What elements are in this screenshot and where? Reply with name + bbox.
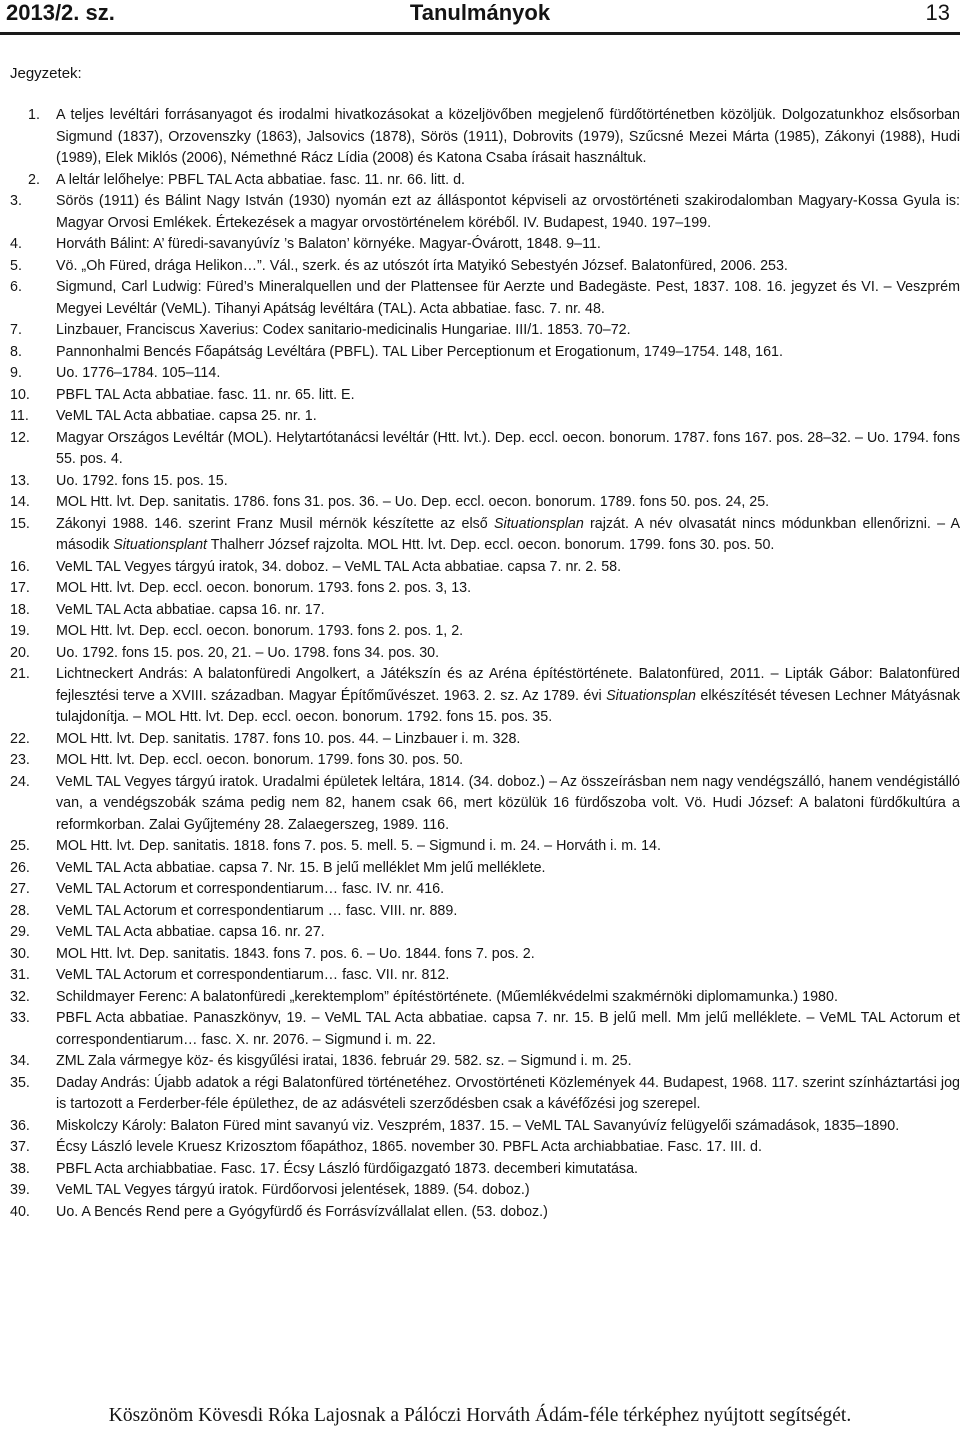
footnote-text: VeML TAL Acta abbatiae. capsa 25. nr. 1. <box>56 408 317 424</box>
footnote-number: 40. <box>10 1203 30 1220</box>
footnote <box>10 1137 960 1159</box>
footnote <box>10 492 960 514</box>
footnote-number: 35. <box>10 1074 30 1091</box>
footnote-text: Écsy László levele Kruesz Krizosztom főapáthoz, 1865. november 30. PBFL Acta archiabbatiae. Fasc. 17. III. d. <box>56 1139 762 1155</box>
footnote-number: 28. <box>10 902 30 919</box>
italic-term: Situationsplant <box>113 537 208 553</box>
footnote-number: 5. <box>10 257 22 274</box>
footnote-number: 16. <box>10 558 30 575</box>
footnote-number: 21. <box>10 666 30 682</box>
footnote-text: MOL Htt. lvt. Dep. sanitatis. 1843. fons 7. pos. 6. – Uo. 1844. fons 7. pos. 2. <box>56 945 535 962</box>
footnote-number: 14. <box>10 494 30 510</box>
footnote-text: VeML TAL Acta abbatiae. capsa 7. Nr. 15. B jelű melléklet Mm jelű melléklete. <box>56 859 546 876</box>
footnote <box>10 944 960 966</box>
footnote-text: ZML Zala vármegye köz- és kisgyűlési iratai, 1836. február 29. 582. sz. – Sigmund i. m. 25. <box>56 1053 632 1069</box>
footnote <box>10 406 960 428</box>
footnote-text: VeML TAL Vegyes tárgyú iratok, 34. doboz. – VeML TAL Acta abbatiae. capsa 7. nr. 2. 58. <box>56 558 622 575</box>
footnote <box>10 858 960 880</box>
footnote <box>10 600 960 622</box>
footnote <box>10 901 960 923</box>
footnote-text-part: Thalherr József rajzolta. MOL Htt. lvt. Dep. eccl. oecon. bonorum. 1799. fons 30. pos. 50. <box>207 537 775 553</box>
footnote-text <box>56 516 960 554</box>
footnote-number: 39. <box>10 1182 30 1198</box>
footnote-number: 12. <box>10 429 30 446</box>
footnote-text: MOL Htt. lvt. Dep. eccl. oecon. bonorum. 1793. fons 2. pos. 3, 13. <box>56 580 472 596</box>
footnote-text: MOL Htt. lvt. Dep. eccl. oecon. bonorum. 1793. fons 2. pos. 1, 2. <box>56 623 464 639</box>
footnote-number: 9. <box>10 365 22 381</box>
footnote <box>10 1073 960 1116</box>
footnote <box>10 256 960 278</box>
footnote-text: VeML TAL Acta abbatiae. capsa 16. nr. 27. <box>56 924 325 940</box>
footnote-number: 6. <box>10 279 22 295</box>
footnote <box>10 1116 960 1138</box>
footnote-text: VeML TAL Vegyes tárgyú iratok. Uradalmi épületek leltára, 1814. (34. doboz.) – Az összeírásban nem nagy vendégszálló, hanem vendégistálló van, a vendégszobák száma pedig nem 82, hanem csak 66, mert közülük 16 fürdőszoba volt. Vö. Hudi József: A balatoni fürdőkultúra a reformkorban. Zalai Gyűjtemény 28. Zalaegerszeg, 1989. 116. <box>56 773 960 833</box>
footnote-text: Sigmund, Carl Ludwig: Füred’s Mineralquellen und der Plattensee für Aerzte und Badegäste. Pest, 1837. 108. 16. jegyzet és VI. – Veszprém Megyei Levéltár (VeML). Tihanyi Apátság levéltára (TAL). Acta abbatiae. fasc. 7. nr. 48. <box>56 279 960 317</box>
footnote-number: 37. <box>10 1139 30 1155</box>
footnote-text: VeML TAL Acta abbatiae. capsa 16. nr. 17. <box>56 601 325 618</box>
footnote <box>10 385 960 407</box>
footnote-text: VeML TAL Actorum et correspondentiarum … fasc. VIII. nr. 889. <box>56 902 458 919</box>
footnote-text: Vö. „Oh Füred, drága Helikon…”. Vál., szerk. és az utószót írta Matyikó Sebestyén József. Balatonfüred, 2006. 253. <box>56 257 788 274</box>
footnote-number: 36. <box>10 1117 30 1134</box>
footnote-number: 26. <box>10 859 30 876</box>
footnote-number: 8. <box>10 343 22 360</box>
footnote-text: PBFL Acta archiabbatiae. Fasc. 17. Écsy László fürdőigazgató 1873. decemberi kimutatása. <box>56 1160 638 1177</box>
header-rule <box>0 32 960 35</box>
footnote-text-part: Zákonyi 1988. 146. szerint Franz Musil mérnök készítette az első <box>56 515 494 532</box>
footnote-number: 31. <box>10 967 30 983</box>
footnote-text: VeML TAL Actorum et correspondentiarum… fasc. VII. nr. 812. <box>56 967 450 983</box>
footnote-number: 29. <box>10 924 30 940</box>
footnote <box>10 277 960 320</box>
footnote <box>10 471 960 493</box>
footnote <box>10 922 960 944</box>
footnote-number: 33. <box>10 1010 30 1026</box>
footnote-text: Linzbauer, Franciscus Xaverius: Codex sanitario-medicinalis Hungariae. III/1. 1853. 70–72. <box>56 322 631 338</box>
footnote-number: 22. <box>10 730 30 747</box>
footnote-number: 7. <box>10 322 22 338</box>
notes-list <box>10 105 960 1223</box>
footnote <box>10 170 960 192</box>
footnote-number: 19. <box>10 623 30 639</box>
footnote-text: A leltár lelőhelye: PBFL TAL Acta abbatiae. fasc. 11. nr. 66. litt. d. <box>56 171 466 188</box>
footnote <box>10 557 960 579</box>
footnote-text: Daday András: Újabb adatok a régi Balatonfüred történetéhez. Orvostörténeti Közlemények 44. Budapest, 1968. 117. szerint színháztartási jog is tartozott a Ferderber-féle épülethez, de az adásvételi szerződésben csak a kávéfőzési jog szerepel. <box>56 1074 960 1112</box>
footnote-text-part: Lichtneckert András: A balatonfüredi Angolkert, a Játékszín és az Aréna építéstörténete. Balatonfüred, 2011. – Lipták Gábor: Balatonfüred fejlesztési terve a XVIII. században. Magyar Építőművészet. 1963. 2. sz. Az 1789. évi <box>56 666 960 704</box>
footnote-text: Horváth Bálint: A’ füredi-savanyúvíz ’s Balaton’ környéke. Magyar-Óvárott, 1848. 9–11. <box>56 236 601 252</box>
footnote-text: Pannonhalmi Bencés Főapátság Levéltára (PBFL). TAL Liber Perceptionum et Erogationum, 1749–1754. 148, 161. <box>56 343 783 360</box>
footnote-number: 24. <box>10 773 30 790</box>
footnote-text: VeML TAL Vegyes tárgyú iratok. Fürdőorvosi jelentések, 1889. (54. doboz.) <box>56 1182 530 1198</box>
footnote-text: Miskolczy Károly: Balaton Füred mint savanyú viz. Veszprém, 1837. 15. – VeML TAL Savanyúvíz felügyelői számadások, 1835–1890. <box>56 1117 900 1134</box>
footnote-text: Uo. 1792. fons 15. pos. 20, 21. – Uo. 1798. fons 34. pos. 30. <box>56 644 440 661</box>
footnote <box>10 750 960 772</box>
footnote-text: Uo. 1776–1784. 105–114. <box>56 365 221 381</box>
footnote-number: 23. <box>10 752 30 768</box>
footnote-text: A teljes levéltári forrásanyagot és irodalmi hivatkozásokat a közeljövőben megjelenő fürdőtörténetben közöljük. Dolgozatunkhoz elsősorban Sigmund (1837), Orzovenszky (1863), Jalsovics (1878), Sörös (1911), Dobrovits (1979), Szűcsné Mezei Márta (1985), Zákonyi (1988), Hudi (1989), Elek Miklós (2006), Némethné Rácz Lídia (2008) és Katona Csaba írásait használtuk. <box>56 107 960 166</box>
footnote <box>10 965 960 987</box>
footnote <box>10 1159 960 1181</box>
footnote-number: 1. <box>28 107 40 123</box>
footnote <box>10 191 960 234</box>
footnote-text: Uo. A Bencés Rend pere a Gyógyfürdő és Forrásvízvállalat ellen. (53. doboz.) <box>56 1203 548 1220</box>
footnote-number: 38. <box>10 1160 30 1177</box>
footnote-number: 3. <box>10 193 22 209</box>
footnote-number: 25. <box>10 838 30 854</box>
footnote-text: MOL Htt. lvt. Dep. sanitatis. 1786. fons 31. pos. 36. – Uo. Dep. eccl. oecon. bonorum. 1789. fons 50. pos. 24, 25. <box>56 494 770 510</box>
footnote-number: 17. <box>10 580 30 596</box>
footnote-text: VeML TAL Actorum et correspondentiarum… fasc. IV. nr. 416. <box>56 881 445 897</box>
footnote <box>10 664 960 729</box>
footnote-number: 13. <box>10 472 30 489</box>
footnote <box>10 729 960 751</box>
notes-heading: Jegyzetek: <box>10 65 82 82</box>
footnote-text: Uo. 1792. fons 15. pos. 15. <box>56 472 228 489</box>
issue-number: 2013/2. sz. <box>6 0 115 25</box>
footnote-number: 18. <box>10 601 30 618</box>
footnote-text: Sörös (1911) és Bálint Nagy István (1930) nyomán ezt az álláspontot képviseli az orvostörténeti szakirodalomban Magyary-Kossa Gyula is: Magyar Orvosi Emlékek. Értekezések a magyar orvostörténelem köréből. IV. Budapest, 1940. 197–199. <box>56 193 960 231</box>
footnote-number: 10. <box>10 386 30 403</box>
footnote-text <box>56 666 960 725</box>
footnote <box>10 836 960 858</box>
footnote <box>10 1180 960 1202</box>
footnote <box>10 428 960 471</box>
footnote <box>10 363 960 385</box>
footnote <box>10 621 960 643</box>
running-header <box>0 0 960 30</box>
footnote <box>10 1202 960 1224</box>
footnote-text: PBFL TAL Acta abbatiae. fasc. 11. nr. 65. litt. E. <box>56 386 355 403</box>
footnote-text: MOL Htt. lvt. Dep. eccl. oecon. bonorum. 1799. fons 30. pos. 50. <box>56 752 464 768</box>
page-number: 13 <box>925 0 950 25</box>
footnote <box>10 320 960 342</box>
footnote <box>10 987 960 1009</box>
footnote <box>10 643 960 665</box>
footnote-number: 15. <box>10 515 30 532</box>
footnote <box>10 772 960 837</box>
footnote-number: 34. <box>10 1053 30 1069</box>
footnote-number: 27. <box>10 881 30 897</box>
footnote-number: 32. <box>10 988 30 1005</box>
footnote-number: 30. <box>10 945 30 962</box>
footnote-text: MOL Htt. lvt. Dep. sanitatis. 1787. fons 10. pos. 44. – Linzbauer i. m. 328. <box>56 730 521 747</box>
footnote <box>10 578 960 600</box>
footnote-number: 11. <box>10 408 29 424</box>
section-title: Tanulmányok <box>409 0 551 25</box>
footnote <box>10 342 960 364</box>
footnote <box>10 234 960 256</box>
footnote-number: 2. <box>28 171 40 188</box>
italic-term: Situationsplan <box>493 515 584 532</box>
footnote-number: 20. <box>10 644 30 661</box>
footnote-text-part: rajzát. A név olvasatát nincs módunkban ellenőrizni. – A második <box>56 515 960 553</box>
footnote-text-part: elkészítését tévesen Lechner Mátyásnak tulajdonítja. – MOL Htt. lvt. Dep. eccl. oecon. bonorum. 1792. fons 15. pos. 35. <box>56 687 960 725</box>
footnote-text: MOL Htt. lvt. Dep. sanitatis. 1818. fons 7. pos. 5. mell. 5. – Sigmund i. m. 24. – Horváth i. m. 14. <box>56 838 661 854</box>
footnote <box>10 514 960 557</box>
footnote <box>10 105 960 170</box>
italic-term: Situationsplan <box>606 687 696 704</box>
footnote-text: Schildmayer Ferenc: A balatonfüredi „kerektemplom” építéstörténete. (Műemlékvédelmi szakmérnöki diplomamunka.) 1980. <box>56 988 838 1005</box>
footnote <box>10 1051 960 1073</box>
footnote-text: PBFL Acta abbatiae. Panaszkönyv, 19. – VeML TAL Acta abbatiae. capsa 7. nr. 15. B jelű mell. Mm jelű melléklete. – VeML TAL Actorum et correspondentiarum… fasc. X. nr. 2076. – Sigmund i. m. 22. <box>56 1010 960 1048</box>
footnote-text: Magyar Országos Levéltár (MOL). Helytartótanácsi levéltár (Htt. lvt.). Dep. eccl. oecon. bonorum. 1787. fons 167. pos. 28–32. – Uo. 1794. fons 55. pos. 4. <box>56 429 960 467</box>
footnote <box>10 1008 960 1051</box>
acknowledgement: Köszönöm Kövesdi Róka Lajosnak a Pálóczi Horváth Ádám-féle térképhez nyújtott segítségét. <box>108 1405 852 1426</box>
footnote <box>10 879 960 901</box>
footnote-number: 4. <box>10 236 22 252</box>
